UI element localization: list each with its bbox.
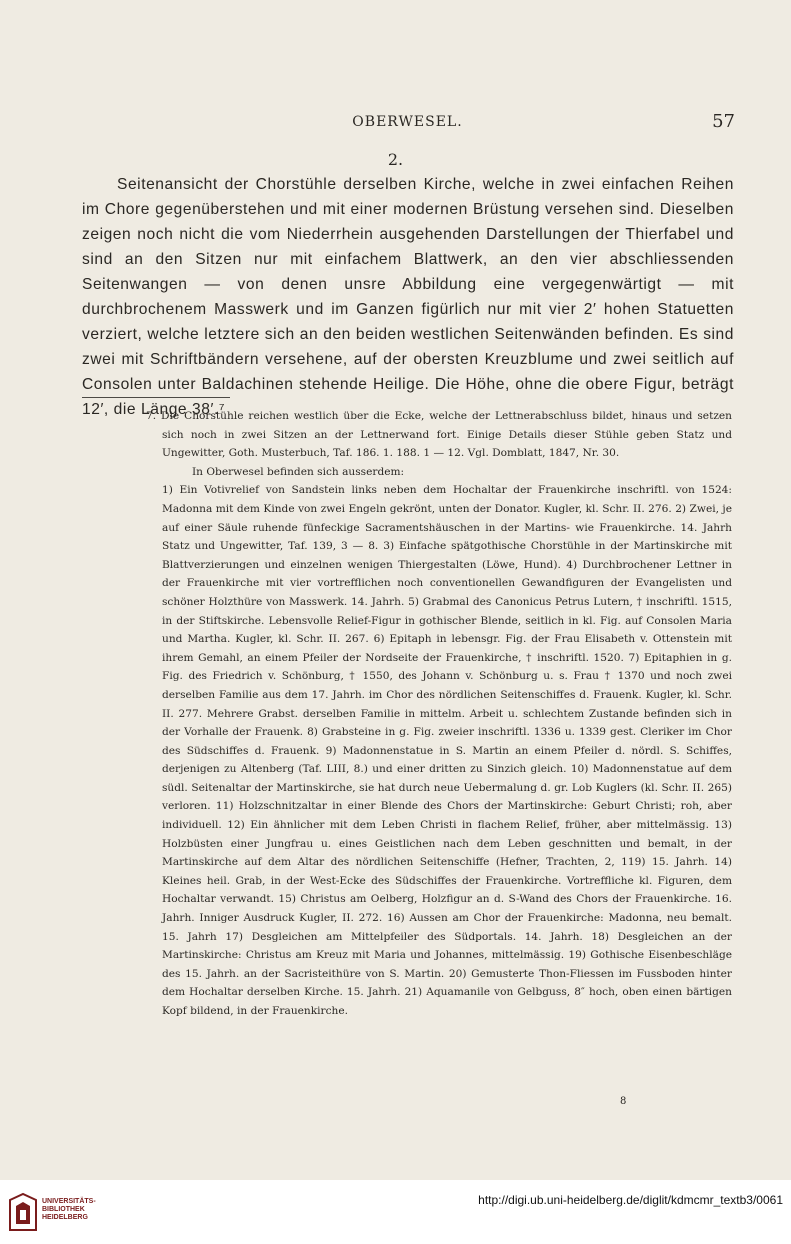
footnote-divider bbox=[82, 397, 230, 398]
page-url-link[interactable]: http://digi.ub.uni-heidelberg.de/diglit/kdmcmr_textb3/0061 bbox=[478, 1193, 783, 1207]
page-number: 57 bbox=[712, 111, 735, 132]
viewer-footer bbox=[0, 1180, 791, 1244]
main-paragraph-text: Seitenansicht der Chorstühle derselben Kirche, welche in zwei einfachen Reihen im Chore gegenüberstehen und mit einer modernen Brüstung versehen sind. Dieselben zeigen noch nicht die vom Niederrhein ausgehenden Darstellungen der Thierfabel und sind an den Sitzen nur mit einfachem Blattwerk, an den vier abschliessenden Seitenwangen — von denen unsre Abbildung eine vergegenwärtigt — mit durchbrochenem Masswerk und im Ganzen figürlich nur mit vier 2′ hohen Statuetten verziert, welche letztere sich an den beiden westlichen Seitenwänden befinden. Es sind zwei mit Schriftbändern versehene, auf der obersten Kreuzblume und zwei seitlich auf Consolen unter Baldachinen stehende Heilige. Die Höhe, ohne die obere Figur, beträgt 12′, die Länge 38′.⁷ bbox=[82, 176, 734, 418]
footnotes bbox=[146, 407, 732, 1021]
page-header bbox=[80, 111, 735, 135]
library-line-3: HEIDELBERG bbox=[42, 1214, 88, 1221]
library-name bbox=[42, 1198, 96, 1222]
library-line-2: BIBLIOTHEK bbox=[42, 1206, 85, 1213]
footnote-7: 7. Die Chorstühle reichen westlich über die Ecke, welche der Lettnerabschluss bildet, hinaus und setzen sich noch in zwei Sitzen an der Lettnerwand fort. Einige Details dieser Stühle geben Statz und Ungewitter, Goth. Musterbuch, Taf. 186. 1. 188. 1 — 12. Vgl. Domblatt, 1847, Nr. 30. bbox=[146, 410, 732, 460]
library-line-1: UNIVERSITÄTS- bbox=[42, 1198, 96, 1205]
running-head: OBERWESEL. bbox=[352, 114, 463, 130]
library-logo-icon bbox=[8, 1192, 38, 1232]
section-number: 2. bbox=[387, 150, 404, 169]
footnote-intro: In Oberwesel befinden sich ausserdem: bbox=[192, 465, 405, 478]
catchword: 8 bbox=[620, 1096, 627, 1107]
main-paragraph bbox=[82, 172, 734, 422]
footnote-list: 1) Ein Votivrelief von Sandstein links neben dem Hochaltar der Frauenkirche inschriftl. von 1524: Madonna mit dem Kinde von zwei Engeln gekrönt, unten der Donator. Kugler, kl. Schr. II. 276. 2) Zwei, je auf einer Säule ruhende fünfeckige Sacramentshäuschen in der Martins- wie Frauenkirche. 14. Jahrh Statz und Ungewitter, Taf. 139, 3 — 8. 3) Einfache spätgothische Chorstühle in der Martinskirche mit Blattverzierungen und einzelnen wenigen Thiergestalten (Löwe, Hund). 4) Durchbrochener Lettner in der Frauenkirche mit vier vortrefflichen noch conventionellen Gewandfiguren der Evangelisten und schöner Holzthüre von Masswerk. 14. Jahrh. 5) Grabmal des Canonicus Petrus Lutern, † inschriftl. 1515, in der Stiftskirche. Lebensvolle Relief-Figur in gothischer Blende, seitlich in kl. Fig. auf Consolen Maria und Martha. Kugler, kl. Schr. II. 267. 6) Epitaph in lebensgr. Fig. der Frau Elisabeth v. Ottenstein mit ihrem Gemahl, an einem Pfeiler der Nordseite der Frauenkirche, † inschriftl. 1520. 7) Epitaphien in g. Fig. des Friedrich v. Schönburg, † 1550, des Johann v. Schönburg u. s. Frau † 1370 und noch zwei derselben Familie aus dem 17. Jahrh. im Chor des nördlichen Seitenschiffes d. Frauenk. Kugler, kl. Schr. II. 277. Mehrere Grabst. derselben Familie in mittelm. Arbeit u. schlechtem Zustande befinden sich in der Vorhalle der Frauenk. 8) Grabsteine in g. Fig. zweier inschriftl. 1336 u. 1339 gest. Cleriker im Chor des Südschiffes d. Frauenk. 9) Madonnenstatue in S. Martin an einem Pfeiler d. nördl. S. Schiffes, derjenigen zu Altenberg (Taf. LIII, 8.) und einer dritten zu Sinzich gleich. 10) Madonnenstatue auf dem südl. Seitenaltar der Martinskirche, sie hat durch neue Uebermalung d. gr. Lob Kuglers (kl. Schr. II. 265) verloren. 11) Holzschnitzaltar in einer Blende des Chors der Martinskirche: Geburt Christi; roh, aber individuell. 12) Ein ähnlicher mit dem Leben Christi in flachem Relief, früher, aber mittelmässig. 13) Holzbüsten einer Jungfrau u. eines Geistlichen nach dem Leben geschnitten und bemalt, in der Martinskirche auf dem Altar des nördlichen Seitenschiffe (Hefner, Trachten, 2, 119) 15. Jahrh. 14) Kleines heil. Grab, in der West-Ecke des Südschiffes der Frauenkirche. Vortreffliche kl. Figuren, dem Hochaltar verwandt. 15) Christus am Oelberg, Holzfigur an d. S-Wand des Chors der Frauenkirche. 16. Jahrh. Inniger Ausdruck Kugler, II. 272. 16) Aussen am Chor der Frauenkirche: Madonna, neu bemalt. 15. Jahrh 17) Desgleichen am Mittelpfeiler des Südportals. 14. Jahrh. 18) Desgleichen an der Martinskirche: Christus am Kreuz mit Maria und Johannes, mittelmässig. 19) Gothische Eisenbeschläge des 15. Jahrh. an der Sacristeithüre von S. Martin. 20) Gemusterte Thon-Fliessen im Fussboden hinter dem Hochaltar derselben Kirche. 15. Jahrh. 21) Aquamanile von Gelbguss, 8″ hoch, oben einen bärtigen Kopf bildend, in der Frauenkirche. bbox=[162, 484, 732, 1017]
